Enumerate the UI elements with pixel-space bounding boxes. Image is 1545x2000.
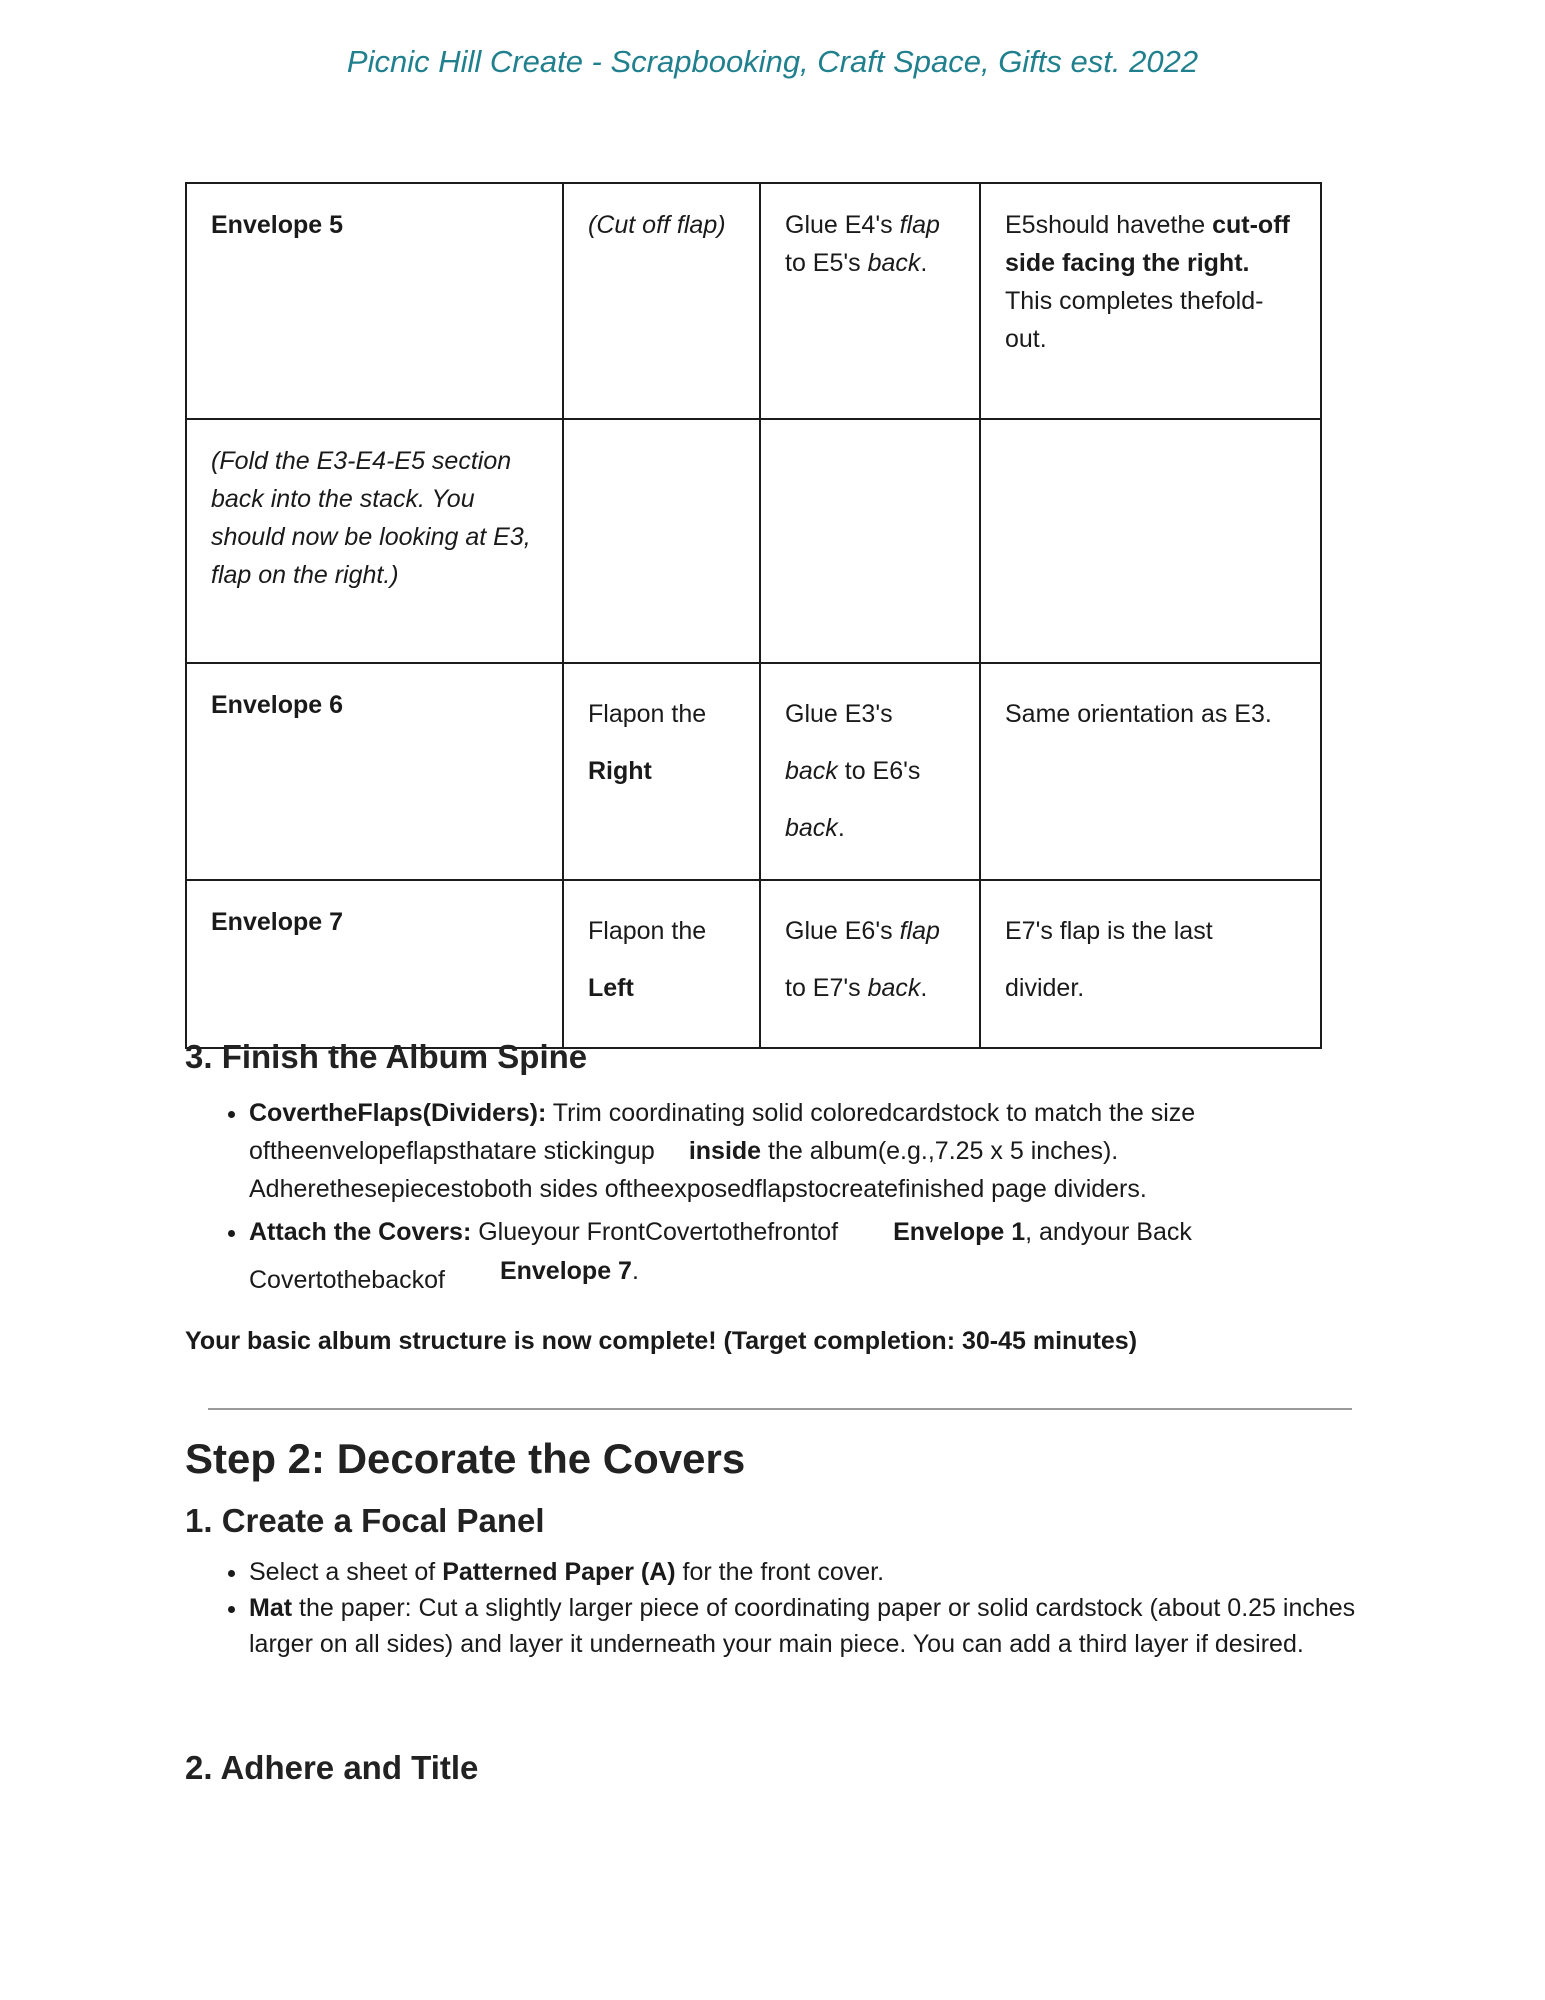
table-cell: E7's flap is the last divider. — [980, 880, 1321, 1048]
table-cell: Glue E6's flap to E7's back. — [760, 880, 980, 1048]
envelope-steps-table — [185, 182, 1322, 1049]
table-cell: Envelope 6 — [186, 663, 563, 880]
table-cell: Glue E3's back to E6's back. — [760, 663, 980, 880]
table-cell: Same orientation as E3. — [980, 663, 1321, 880]
table-cell: (Cut off flap) — [563, 183, 760, 419]
list-item: • Attach the Covers: Glueyour FrontCovertothefrontof Envelope 1, andyour Back Covertothebackof Envelope 7. — [249, 1208, 1399, 1304]
table-row — [186, 663, 1321, 880]
table-cell: Glue E4's flap to E5's back. — [760, 183, 980, 419]
heading-step-2: Step 2: Decorate the Covers — [185, 1435, 746, 1482]
table-cell: Flapon the Right — [563, 663, 760, 880]
horizontal-rule — [208, 1408, 1352, 1410]
table-cell: Flapon the Left — [563, 880, 760, 1048]
table-row — [186, 419, 1321, 663]
table-cell: Envelope 5 — [186, 183, 563, 419]
table-cell: (Fold the E3-E4-E5 section back into the stack. You should now be looking at E3, flap on the right.) — [186, 419, 563, 663]
spine-bullet-list — [185, 1094, 1399, 1304]
status-line: Your basic album structure is now complete! (Target completion: 30-45 minutes) — [185, 1327, 1138, 1355]
table-cell: E5should havethe cut-off side facing the right. This completes thefold-out. — [980, 183, 1321, 419]
table-cell: Envelope 7 — [186, 880, 563, 1048]
list-item: • Mat the paper: Cut a slightly larger piece of coordinating paper or solid cardstock (about 0.25 inches larger on all sides) and layer it underneath your main piece. You can add a third layer if desired. — [249, 1590, 1399, 1662]
table-cell — [563, 419, 760, 663]
subheading-create-focal-panel: 1. Create a Focal Panel — [185, 1502, 545, 1539]
table-row — [186, 880, 1321, 1048]
section-heading-finish-album-spine: 3. Finish the Album Spine — [185, 1038, 588, 1075]
focal-panel-bullet-list — [185, 1554, 1399, 1662]
list-item: • Select a sheet of Patterned Paper (A) for the front cover. — [249, 1554, 1399, 1590]
list-item: • CovertheFlaps(Dividers): Trim coordinating solid coloredcardstock to match the size oftheenvelopeflapsthatare stickingup inside the album(e.g.,7.25 x 5 inches). Adherethesepiecestoboth sides oftheexposedflapstocreatefinished page dividers. — [249, 1094, 1399, 1208]
doc-title: Picnic Hill Create - Scrapbooking, Craft Space, Gifts est. 2022 — [346, 44, 1199, 79]
table-cell — [980, 419, 1321, 663]
subheading-adhere-and-title: 2. Adhere and Title — [185, 1749, 479, 1786]
table-row — [186, 183, 1321, 419]
table-cell — [760, 419, 980, 663]
